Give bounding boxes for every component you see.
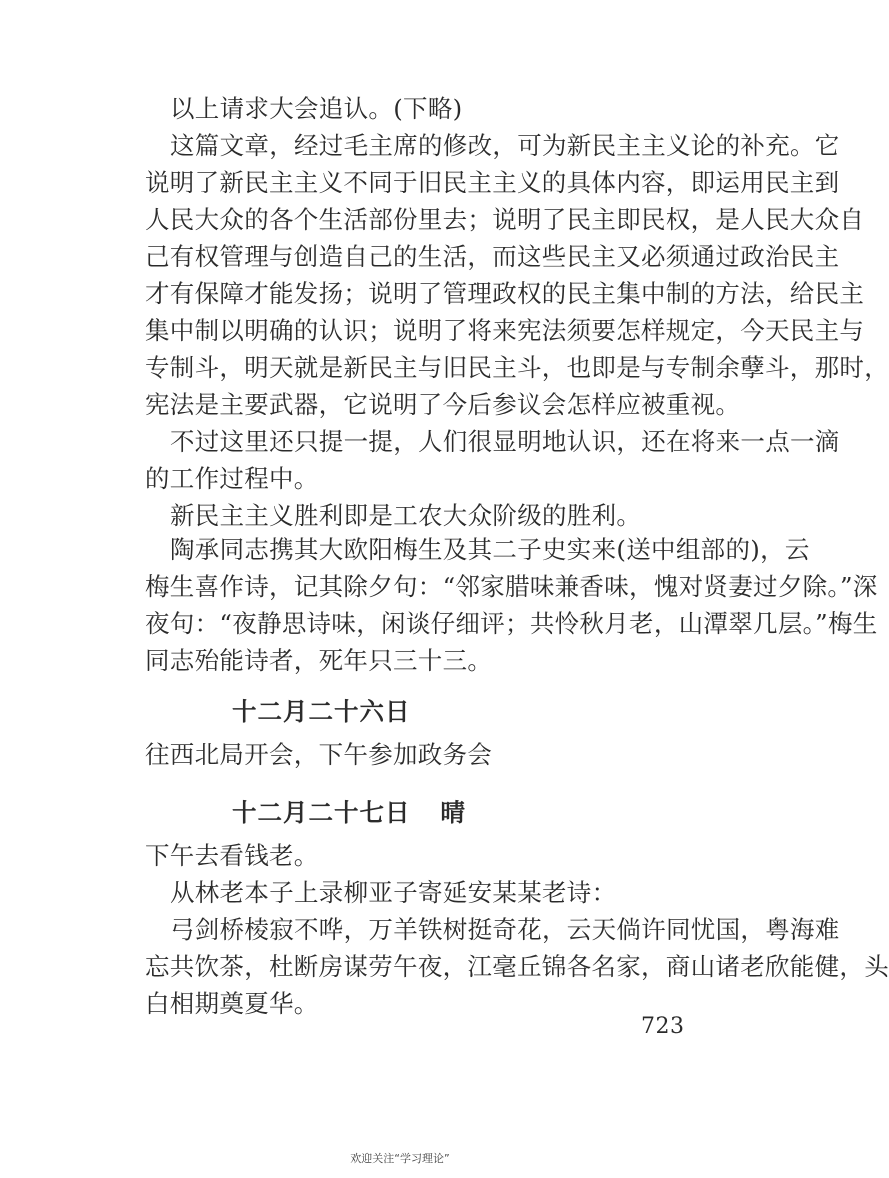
text-line: 下午去看钱老。 [145, 841, 319, 870]
date-text: 十二月二十七日 [232, 798, 411, 827]
diary-date-heading [232, 693, 411, 728]
text-line: 集中制以明确的认识；说明了将来宪法须要怎样规定，今天民主与 [145, 316, 865, 345]
page-number: 723 [641, 1014, 685, 1039]
text-line: 己有权管理与创造自己的生活，而这些民主又必须通过政治民主 [145, 242, 840, 271]
text-line: 同志殆能诗者，死年只三十三。 [145, 646, 493, 675]
text-line: 的工作过程中。 [145, 464, 319, 493]
date-text: 十二月二十六日 [232, 697, 411, 726]
text-block-poem-note [145, 531, 878, 679]
text-line: 弓剑桥棱寂不哗，万羊铁树挺奇花，云天倘许同忧国，粤海难 [170, 915, 840, 944]
text-line: 新民主主义胜利即是工农大众阶级的胜利。 [170, 501, 642, 530]
text-line: 专制斗，明天就是新民主与旧民主斗，也即是与专制余孽斗，那时， [145, 353, 889, 382]
text-line: 陶承同志携其大欧阳梅生及其二子史实来(送中组部的)，云 [170, 535, 810, 564]
text-line: 以上请求大会追认。(下略) [170, 94, 463, 123]
footer-watermark: 欢迎关注“学习理论” [350, 1152, 450, 1165]
text-block-main [145, 90, 889, 534]
text-line: 说明了新民主主义不同于旧民主主义的具体内容，即运用民主到 [145, 168, 840, 197]
text-line: 夜句：“夜静思诗味，闲谈仔细评；共怜秋月老，山潭翠几层。”梅生 [145, 609, 878, 638]
weather-text: 晴 [440, 798, 466, 827]
text-line: 忘共饮茶，杜断房谋劳午夜，江毫丘锦各名家，商山诸老欣能健，头 [145, 952, 889, 981]
text-line: 从林老本子上录柳亚子寄延安某某老诗： [170, 878, 617, 907]
text-line: 宪法是主要武器，它说明了今后参议会怎样应被重视。 [145, 390, 741, 419]
text-line: 往西北局开会，下午参加政务会 [145, 740, 493, 769]
text-line: 才有保障才能发扬；说明了管理政权的民主集中制的方法，给民主 [145, 279, 865, 308]
entry-body [145, 736, 705, 773]
entry-body [145, 837, 889, 1022]
text-line: 这篇文章，经过毛主席的修改，可为新民主主义论的补充。它 [170, 131, 840, 160]
text-line: 不过这里还只提一提，人们很显明地认识，还在将来一点一滴 [170, 427, 840, 456]
text-line: 梅生喜作诗，记其除夕句：“邻家腊味兼香味，愧对贤妻过夕除。”深 [145, 572, 878, 601]
diary-date-heading [232, 794, 466, 829]
text-line: 白相期奠夏华。 [145, 989, 319, 1018]
text-line: 人民大众的各个生活部份里去；说明了民主即民权，是人民大众自 [145, 205, 865, 234]
